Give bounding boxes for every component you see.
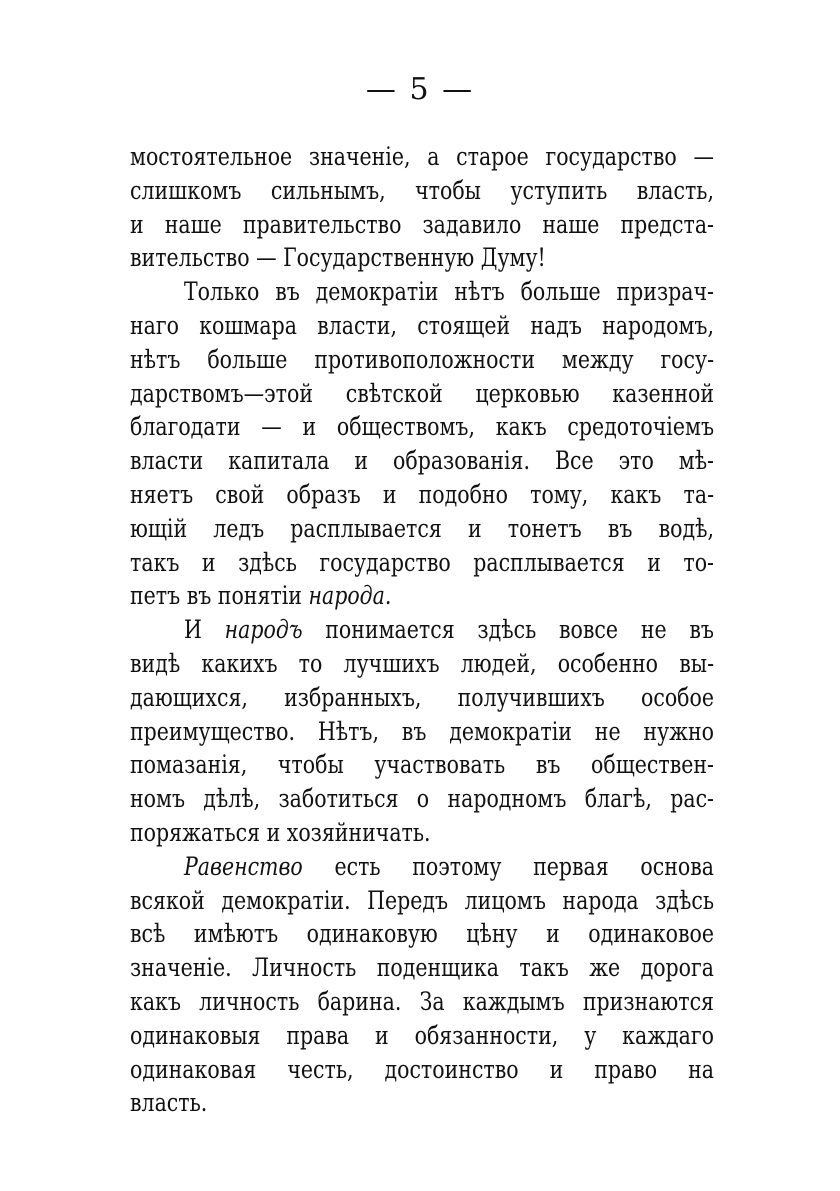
text-segment: ющій ледъ расплывается и тонетъ въ водѣ, — [130, 513, 714, 543]
text-segment: няетъ свой образъ и подобно тому, какъ та- — [130, 479, 714, 509]
page-number: — 5 — — [365, 72, 475, 107]
text-line — [130, 715, 714, 749]
text-segment: власти капитала и образованія. Все это мѣ- — [130, 446, 714, 476]
text-line — [130, 850, 714, 884]
text-segment: всѣ имѣютъ одинаковую цѣну и одинаковое — [130, 919, 714, 949]
text-segment: наго кошмара власти, стоящей надъ народомъ, — [130, 310, 714, 340]
italic-text: народъ — [224, 615, 303, 645]
text-line — [130, 884, 714, 918]
text-line — [130, 208, 714, 242]
text-segment: слишкомъ сильнымъ, чтобы уступить власть, — [130, 175, 714, 205]
text-segment: мостоятельное значеніе, а старое государство — — [130, 142, 714, 171]
text-segment: и наше правительство задавило наше предста- — [130, 209, 714, 239]
text-segment: какъ личность барина. За каждымъ признаются — [130, 986, 714, 1016]
paragraph — [130, 275, 714, 613]
text-segment: есть поэтому первая основа — [302, 851, 714, 881]
text-line — [130, 343, 714, 377]
body-text — [130, 140, 714, 1120]
paragraph — [130, 613, 714, 850]
text-segment: петъ въ понятіи — [130, 581, 309, 611]
text-segment: власть. — [130, 1088, 208, 1118]
text-segment: одинаковыя права и обязанности, у каждаго — [130, 1020, 714, 1050]
text-segment: дарствомъ—этой свѣтской церковью казенной — [130, 378, 714, 408]
text-segment: номъ дѣлѣ, заботиться о народномъ благѣ, рас- — [130, 784, 714, 814]
text-segment: видѣ какихъ то лучшихъ людей, особенно вы- — [130, 648, 714, 678]
text-line — [130, 377, 714, 411]
text-segment: значеніе. Личность поденщика такъ же дорога — [130, 953, 714, 983]
text-line — [130, 410, 714, 444]
italic-text: Равенство — [183, 851, 303, 881]
paragraph — [130, 850, 714, 1120]
text-segment: помазанія, чтобы участвовать въ обществен- — [130, 750, 714, 780]
text-segment: всякой демократіи. Передъ лицомъ народа здѣсь — [130, 885, 714, 915]
text-line — [130, 681, 714, 715]
text-segment: вительство — Государственную Думу! — [130, 243, 546, 273]
text-segment: понимается здѣсь вовсе не въ — [302, 615, 714, 645]
text-line — [130, 579, 714, 613]
text-line — [130, 816, 714, 850]
text-line — [130, 140, 714, 174]
text-line — [130, 241, 714, 275]
text-line — [130, 917, 714, 951]
text-line — [130, 782, 714, 816]
text-line — [130, 546, 714, 580]
text-line — [130, 1086, 714, 1120]
text-segment: нѣтъ больше противоположности между госу- — [130, 344, 714, 374]
text-line — [130, 1053, 714, 1087]
text-line — [130, 748, 714, 782]
text-line — [130, 444, 714, 478]
text-segment: дающихся, избранныхъ, получившихъ особое — [130, 682, 714, 712]
text-segment: преимущество. Нѣтъ, въ демократіи не нужно — [130, 716, 714, 746]
text-line — [130, 647, 714, 681]
italic-text: народа. — [308, 581, 392, 611]
paragraph — [130, 140, 714, 275]
text-line — [130, 1019, 714, 1053]
text-segment: И — [183, 615, 225, 645]
text-line — [130, 512, 714, 546]
text-line — [130, 275, 714, 309]
text-segment: такъ и здѣсь государство расплывается и то- — [130, 547, 714, 577]
text-line — [130, 985, 714, 1019]
text-segment: поряжаться и хозяйничать. — [130, 817, 431, 847]
text-line — [130, 478, 714, 512]
text-segment: Только въ демократіи нѣтъ больше призрач- — [183, 277, 714, 307]
text-line — [130, 309, 714, 343]
text-line — [130, 613, 714, 647]
text-line — [130, 174, 714, 208]
text-line — [130, 951, 714, 985]
text-segment: одинаковая честь, достоинство и право на — [130, 1054, 714, 1084]
text-segment: благодати — и обществомъ, какъ средоточіемъ — [130, 412, 714, 442]
